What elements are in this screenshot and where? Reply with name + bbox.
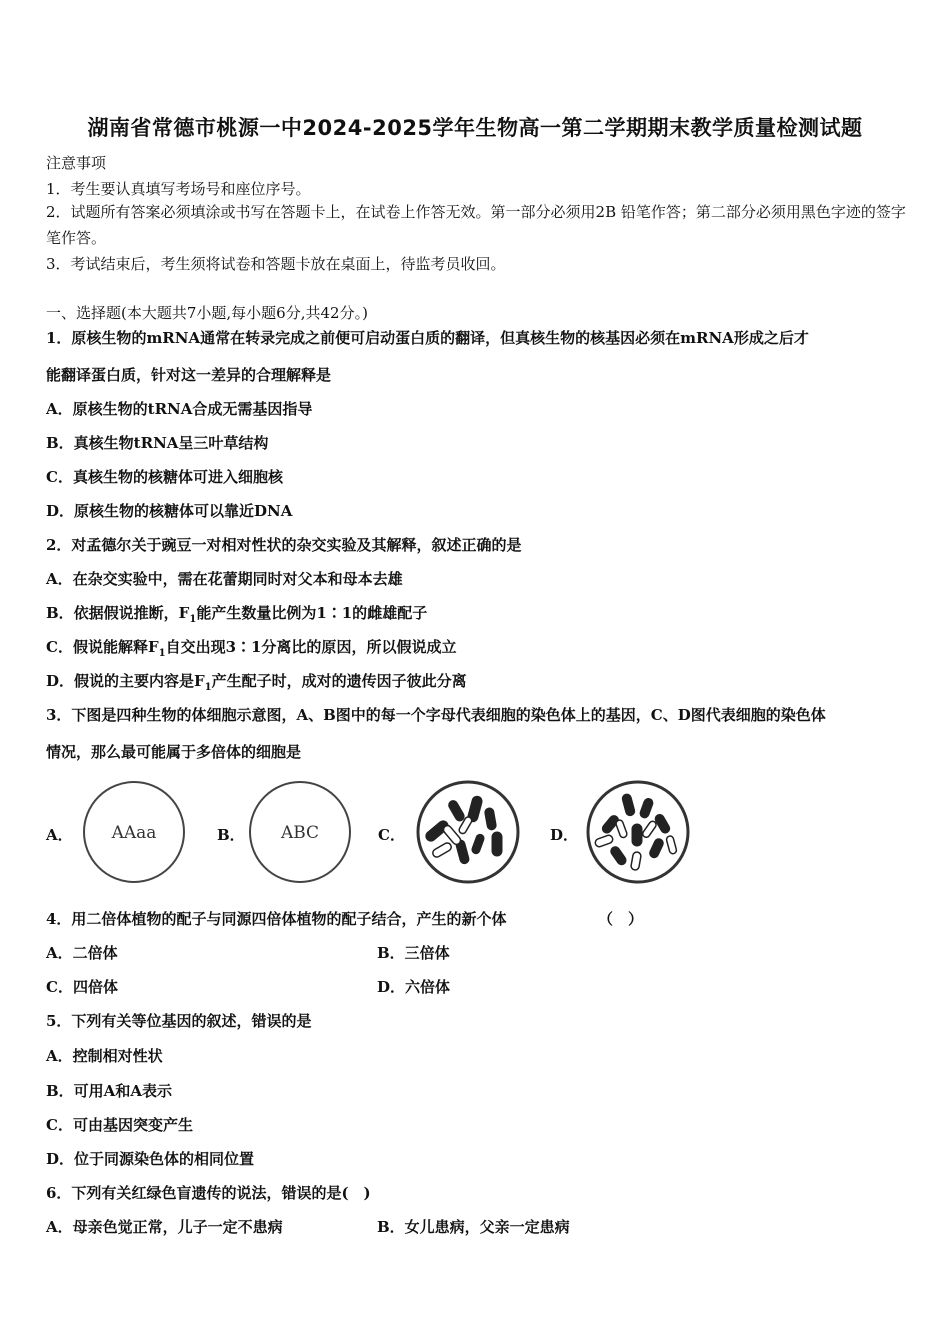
q4-option-d[interactable]: D．六倍体 — [377, 978, 451, 996]
section-heading: 一、选择题(本大题共7小题,每小题6分,共42分。) — [46, 304, 368, 322]
notice-item: 2．试题所有答案必须填涂或书写在答题卡上，在试卷上作答无效。第一部分必须用2B 铅笔作答；第二部分必须用黑色字迹的签字笔作答。 — [46, 203, 906, 247]
q5-option-b[interactable]: B．可用A和A表示 — [46, 1082, 172, 1100]
q3-stem: 3．下图是四种生物的体细胞示意图，A、B图中的每一个字母代表细胞的染色体上的基因，C、D图代表细胞的染色体 — [46, 706, 826, 724]
q4-option-a[interactable]: A．二倍体 — [46, 944, 118, 962]
q3-label-b[interactable]: B． — [217, 826, 245, 844]
q2-option-a[interactable]: A．在杂交实验中，需在花蕾期同时对父本和母本去雄 — [46, 570, 403, 588]
cell-d-diagram — [584, 780, 694, 884]
q3-label-c[interactable]: C． — [378, 826, 405, 844]
q4-answer-paren: （ ） — [598, 910, 644, 928]
q1-option-d[interactable]: D．原核生物的核糖体可以靠近DNA — [46, 502, 293, 520]
notice-item: 3．考试结束后，考生须将试卷和答题卡放在桌面上，待监考员收回。 — [46, 255, 506, 273]
q6-option-a[interactable]: A．母亲色觉正常，儿子一定不患病 — [46, 1218, 283, 1236]
notice-item: 1．考生要认真填写考场号和座位序号。 — [46, 180, 311, 198]
q5-option-d[interactable]: D．位于同源染色体的相同位置 — [46, 1150, 255, 1168]
q3-label-a[interactable]: A． — [46, 826, 73, 844]
cell-b-diagram — [246, 780, 356, 884]
q4-stem: 4．用二倍体植物的配子与同源四倍体植物的配子结合，产生的新个体 — [46, 910, 507, 928]
cell-c-diagram — [414, 780, 524, 884]
q3-label-d[interactable]: D． — [550, 826, 579, 844]
q5-option-a[interactable]: A．控制相对性状 — [46, 1047, 163, 1065]
q5-option-c[interactable]: C．可由基因突变产生 — [46, 1116, 193, 1134]
q2-option-d[interactable]: D．假说的主要内容是$F_1$产生配子时，成对的遗传因子彼此分离 — [46, 672, 467, 693]
page-title: 湖南省常德市桃源一中2024-2025学年生物高一第二学期期末教学质量检测试题 — [87, 116, 863, 140]
q1-option-b[interactable]: B．真核生物tRNA呈三叶草结构 — [46, 434, 269, 452]
q2-option-b[interactable]: B．依据假说推断，$F_1$能产生数量比例为1∶1的雌雄配子 — [46, 604, 428, 625]
q2-stem: 2．对孟德尔关于豌豆一对相对性状的杂交实验及其解释，叙述正确的是 — [46, 536, 522, 554]
q1-stem: 能翻译蛋白质，针对这一差异的合理解释是 — [46, 366, 332, 384]
notice-heading: 注意事项 — [46, 154, 107, 172]
cell-a-diagram — [80, 780, 190, 884]
cell-b-genes: ABC — [280, 823, 320, 843]
q3-stem: 情况，那么最可能属于多倍体的细胞是 — [46, 743, 302, 761]
cell-a-genes: AAaa — [111, 823, 157, 843]
q4-option-c[interactable]: C．四倍体 — [46, 978, 118, 996]
q5-stem: 5．下列有关等位基因的叙述，错误的是 — [46, 1012, 312, 1030]
q2-option-c[interactable]: C．假说能解释$F_1$自交出现3∶1分离比的原因，所以假说成立 — [46, 638, 457, 659]
q6-stem: 6．下列有关红绿色盲遗传的说法，错误的是( ) — [46, 1184, 371, 1202]
q1-stem: 1．原核生物的mRNA通常在转录完成之前便可启动蛋白质的翻译，但真核生物的核基因必须在mRNA形成之后才 — [46, 329, 809, 347]
q4-option-b[interactable]: B．三倍体 — [377, 944, 450, 962]
q1-option-a[interactable]: A．原核生物的tRNA合成无需基因指导 — [46, 400, 313, 418]
q1-option-c[interactable]: C．真核生物的核糖体可进入细胞核 — [46, 468, 283, 486]
q6-option-b[interactable]: B．女儿患病，父亲一定患病 — [377, 1218, 570, 1236]
